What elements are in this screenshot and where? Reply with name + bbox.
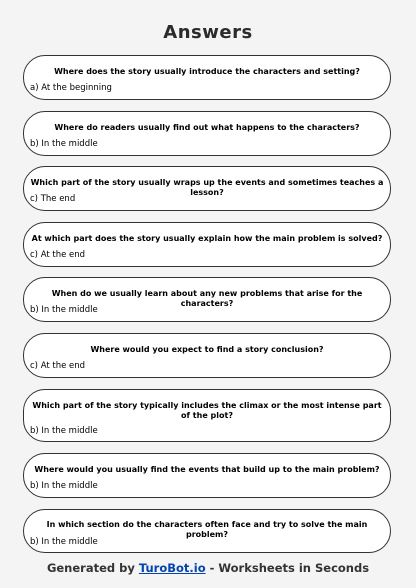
answer-text: b) In the middle bbox=[30, 481, 98, 491]
question-text: Where does the story usually introduce the characters and setting? bbox=[54, 67, 360, 76]
question-text: In which section do the characters often face and try to solve the main problem? bbox=[46, 520, 368, 539]
footer-suffix: - Worksheets in Seconds bbox=[209, 561, 370, 575]
answer-text: b) In the middle bbox=[30, 139, 98, 149]
answer-text: c) At the end bbox=[30, 250, 86, 260]
question-text: Where would you expect to find a story conclusion? bbox=[90, 345, 324, 354]
answer-card bbox=[23, 389, 391, 442]
answer-text: b) In the middle bbox=[30, 426, 98, 436]
answer-card bbox=[23, 222, 391, 267]
footer-prefix: Generated by bbox=[46, 561, 135, 575]
page-title: Answers bbox=[163, 22, 253, 43]
question-text: Which part of the story usually wraps up the events and sometimes teaches a lesson? bbox=[30, 178, 384, 197]
answer-card bbox=[23, 277, 391, 322]
answer-card bbox=[23, 55, 391, 100]
question-text: Where would you usually find the events that build up to the main problem? bbox=[34, 465, 380, 474]
answer-card bbox=[23, 111, 391, 156]
answer-text: b) In the middle bbox=[30, 537, 98, 547]
answer-text: c) At the end bbox=[30, 361, 86, 371]
answer-card bbox=[23, 333, 391, 378]
turobot-link[interactable]: TuroBot.io bbox=[138, 561, 206, 575]
answer-card bbox=[23, 453, 391, 498]
answer-card bbox=[23, 166, 391, 211]
footer bbox=[0, 561, 416, 575]
answer-text: a) At the beginning bbox=[30, 83, 112, 93]
question-text: Which part of the story typically includes the climax or the most intense part of the plot? bbox=[32, 401, 382, 420]
question-text: When do we usually learn about any new problems that arise for the characters? bbox=[51, 289, 363, 308]
answer-text: b) In the middle bbox=[30, 305, 98, 315]
answer-card bbox=[23, 509, 391, 553]
question-text: Where do readers usually find out what happens to the characters? bbox=[54, 123, 360, 132]
question-text: At which part does the story usually explain how the main problem is solved? bbox=[31, 234, 383, 243]
answer-text: c) The end bbox=[30, 194, 76, 204]
